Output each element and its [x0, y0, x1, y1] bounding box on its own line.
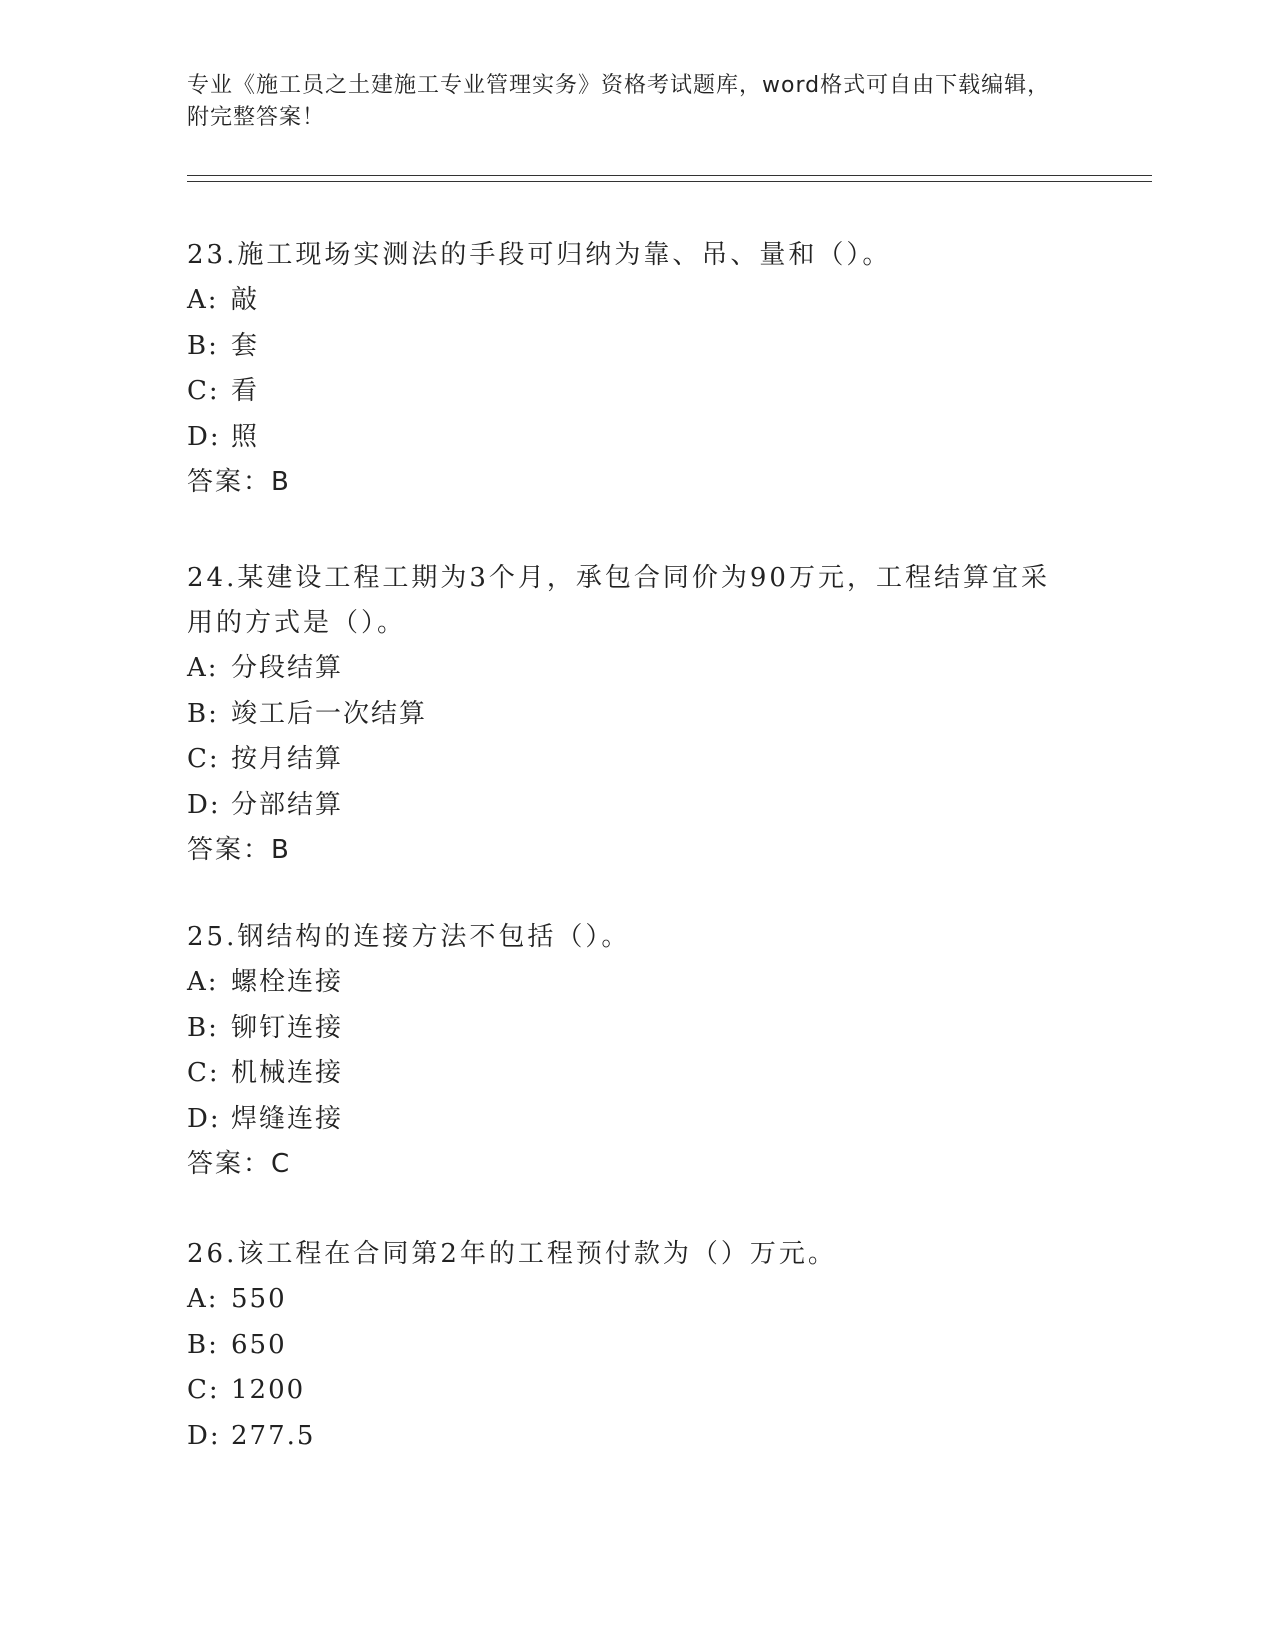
- option-letter: B:: [187, 1329, 219, 1360]
- option-c: [187, 1368, 1067, 1414]
- option-letter: A:: [187, 653, 219, 683]
- option-text: 1200: [231, 1375, 306, 1405]
- header-divider-bottom: [187, 181, 1152, 182]
- option-a: [187, 646, 1067, 692]
- option-letter: A:: [187, 285, 219, 315]
- option-text: 按月结算: [231, 744, 344, 774]
- option-c: [187, 369, 1067, 415]
- option-b: [187, 692, 1067, 738]
- option-text: 铆钉连接: [231, 1012, 344, 1043]
- question-24: [187, 556, 1067, 873]
- option-text: 焊缝连接: [231, 1103, 344, 1134]
- option-text: 螺栓连接: [231, 967, 344, 997]
- option-d: [187, 1097, 1067, 1143]
- option-text: 650: [231, 1329, 287, 1360]
- option-d: [187, 415, 1067, 461]
- option-d: [187, 783, 1067, 829]
- option-letter: D:: [187, 421, 221, 452]
- option-text: 套: [231, 330, 260, 361]
- option-a: [187, 960, 1067, 1006]
- option-letter: C:: [187, 744, 220, 774]
- answer-line: 答案：B: [187, 467, 291, 497]
- option-text: 照: [231, 421, 260, 452]
- option-text: 敲: [231, 285, 260, 315]
- option-letter: D:: [187, 1420, 221, 1451]
- option-letter: D:: [187, 1103, 221, 1134]
- option-text: 分段结算: [231, 653, 344, 683]
- option-a: [187, 278, 1067, 324]
- option-c: [187, 1051, 1067, 1097]
- question-stem: 25.钢结构的连接方法不包括（）。: [187, 922, 631, 952]
- document-intro: 专业《施工员之土建施工专业管理实务》资格考试题库，word格式可自由下载编辑，附完整答案！: [187, 73, 1051, 130]
- option-d: [187, 1414, 1067, 1460]
- question-25: [187, 915, 1067, 1187]
- option-b: [187, 324, 1067, 370]
- option-letter: A:: [187, 967, 219, 997]
- option-letter: B:: [187, 330, 219, 361]
- question-stem: 24.某建设工程工期为3个月，承包合同价为90万元，工程结算宜采用的方式是（）。: [187, 563, 1050, 638]
- question-stem: 23.施工现场实测法的手段可归纳为靠、吊、量和（）。: [187, 240, 892, 270]
- option-letter: C:: [187, 1375, 220, 1405]
- option-letter: D:: [187, 789, 221, 820]
- option-text: 竣工后一次结算: [231, 698, 428, 729]
- option-letter: A:: [187, 1284, 219, 1314]
- option-letter: C:: [187, 1058, 220, 1088]
- option-text: 机械连接: [231, 1058, 344, 1088]
- header-divider-top: [187, 175, 1152, 176]
- option-c: [187, 737, 1067, 783]
- question-23: [187, 233, 1067, 505]
- option-text: 分部结算: [231, 789, 344, 820]
- answer-line: 答案：C: [187, 1149, 292, 1179]
- option-letter: C:: [187, 376, 220, 406]
- option-text: 550: [231, 1284, 287, 1314]
- option-text: 看: [231, 376, 260, 406]
- option-b: [187, 1323, 1067, 1369]
- option-letter: B:: [187, 698, 219, 729]
- option-text: 277.5: [231, 1420, 316, 1451]
- question-26: [187, 1232, 1067, 1459]
- question-stem: 26.该工程在合同第2年的工程预付款为（）万元。: [187, 1239, 837, 1269]
- option-a: [187, 1277, 1067, 1323]
- option-b: [187, 1006, 1067, 1052]
- answer-line: 答案：B: [187, 835, 291, 865]
- option-letter: B:: [187, 1012, 219, 1043]
